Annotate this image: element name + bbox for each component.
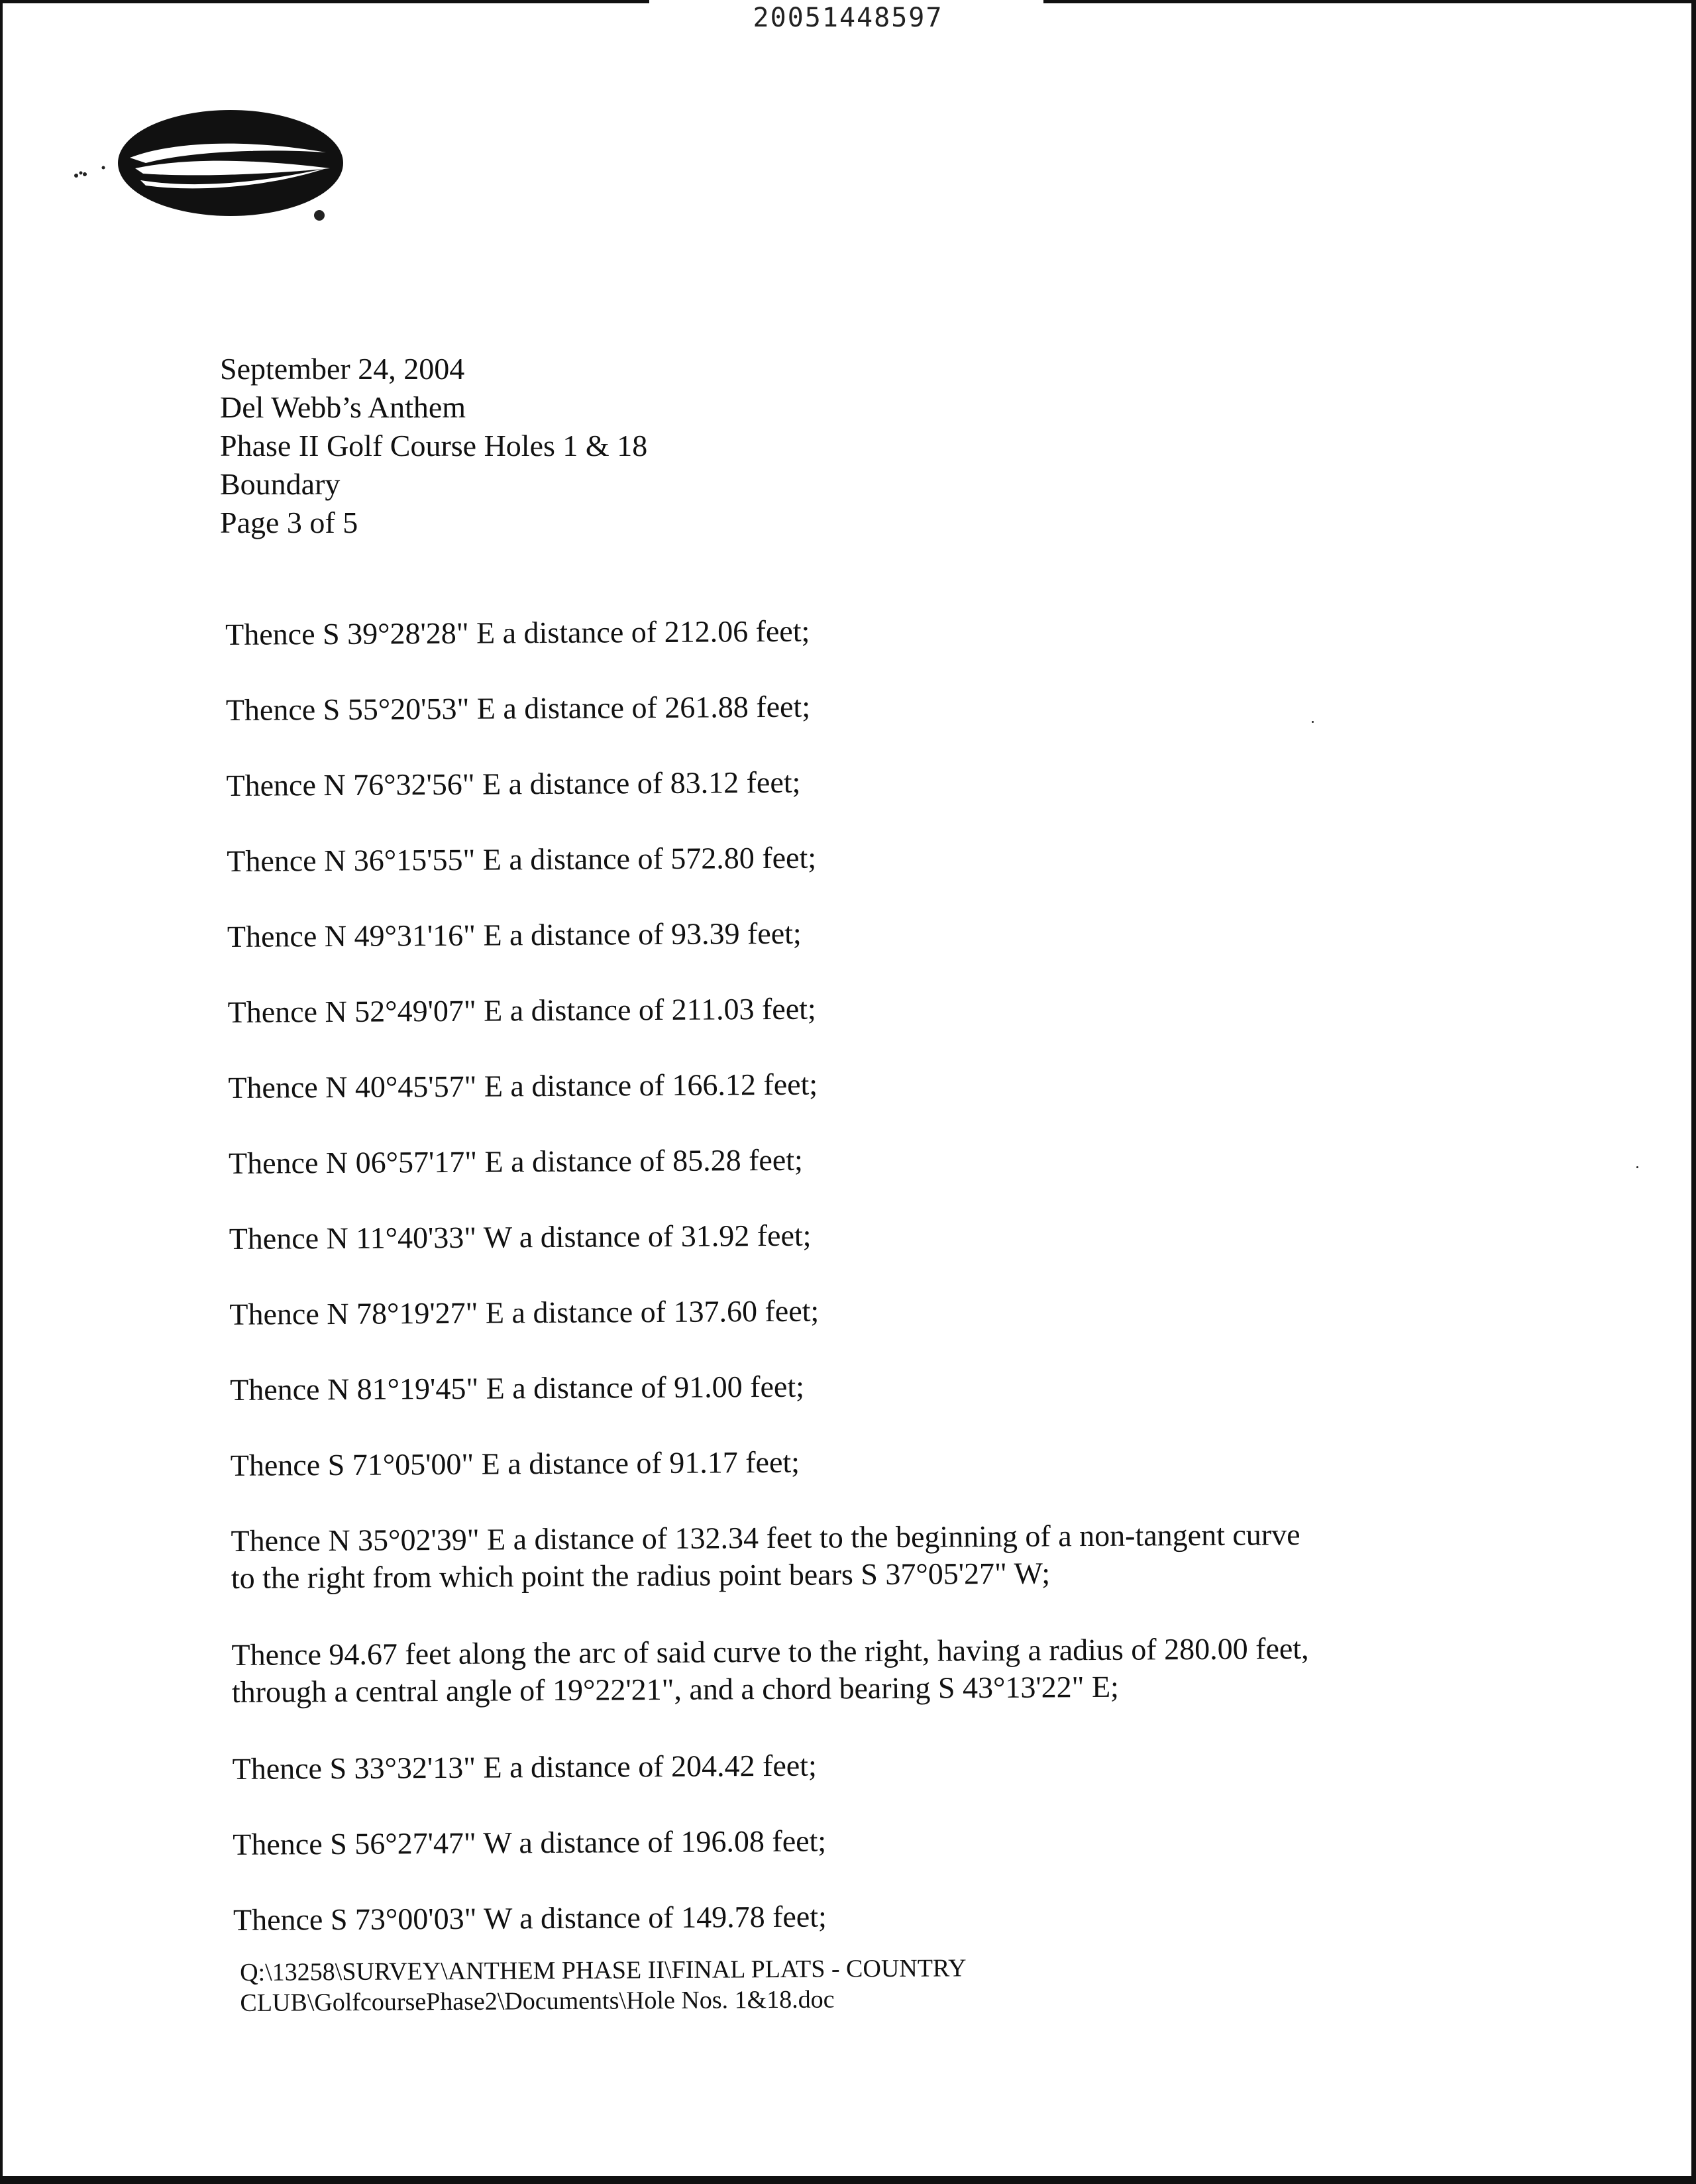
file-path-line-1: Q:\13258\SURVEY\ANTHEM PHASE II\FINAL PLATS - COUNTRY <box>240 1954 967 1987</box>
course-line: Thence N 78°19'27" E a distance of 137.60 feet; <box>229 1293 820 1331</box>
course-line: Thence S 39°28'28" E a distance of 212.06 feet; <box>225 614 810 651</box>
file-path-footer <box>240 1953 967 2018</box>
memo-date: September 24, 2004 <box>220 352 465 386</box>
curve-start-paragraph <box>231 1515 1543 1597</box>
curve-start-line-2: to the right from which point the radius point bears S 37°05'27" W; <box>231 1556 1051 1595</box>
course-line: Thence S 55°20'53" E a distance of 261.88 feet; <box>225 689 811 727</box>
scan-border-bottom <box>0 2176 1696 2184</box>
scan-border-right <box>1691 0 1696 2184</box>
memo-header <box>220 350 647 542</box>
scan-speck <box>1312 721 1314 723</box>
subject: Boundary <box>220 467 341 501</box>
scan-border-top-left <box>0 0 649 3</box>
page-number: Page 3 of 5 <box>220 506 358 539</box>
curve-arc-line-1: Thence 94.67 feet along the arc of said curve to the right, having a radius of 280.00 feet, <box>231 1631 1309 1672</box>
course-line: Thence N 06°57'17" E a distance of 85.28 feet; <box>228 1142 803 1180</box>
course-line: Thence S 56°27'47" W a distance of 196.08 feet; <box>233 1824 827 1861</box>
curve-arc-line-2: through a central angle of 19°22'21", and a chord bearing S 43°13'22" E; <box>231 1669 1120 1709</box>
swoosh-s-logo-icon <box>66 99 371 232</box>
project-name: Del Webb’s Anthem <box>220 390 466 424</box>
phase-title: Phase II Golf Course Holes 1 & 18 <box>220 429 648 463</box>
course-line: Thence S 71°05'00" E a distance of 91.17 feet; <box>230 1445 800 1482</box>
course-line: Thence N 81°19'45" E a distance of 91.00 feet; <box>229 1369 805 1407</box>
scan-border-left <box>0 0 3 2184</box>
course-line: Thence S 73°00'03" W a distance of 149.78 feet; <box>233 1899 827 1937</box>
scan-border-top-right <box>1043 0 1696 3</box>
course-line: Thence N 76°32'56" E a distance of 83.12 feet; <box>226 765 801 802</box>
course-line: Thence N 11°40'33" W a distance of 31.92 feet; <box>229 1218 812 1256</box>
course-line: Thence N 36°15'55" E a distance of 572.80 feet; <box>227 840 817 878</box>
scan-speck <box>1636 1166 1638 1168</box>
boundary-description <box>225 608 1546 1977</box>
course-line: Thence N 40°45'57" E a distance of 166.12 feet; <box>228 1067 818 1105</box>
course-line: Thence N 49°31'16" E a distance of 93.39 feet; <box>227 916 802 954</box>
course-line: Thence S 33°32'13" E a distance of 204.42 feet; <box>232 1748 817 1786</box>
file-path-line-2: CLUB\GolfcoursePhase2\Documents\Hole Nos. 1&18.doc <box>240 1985 835 2017</box>
document-id: 20051448597 <box>753 3 943 33</box>
course-line: Thence N 52°49'07" E a distance of 211.03 feet; <box>227 991 816 1029</box>
curve-arc-paragraph <box>231 1629 1544 1711</box>
curve-start-line-1: Thence N 35°02'39" E a distance of 132.34 feet to the beginning of a non-tangent curve <box>231 1517 1300 1558</box>
